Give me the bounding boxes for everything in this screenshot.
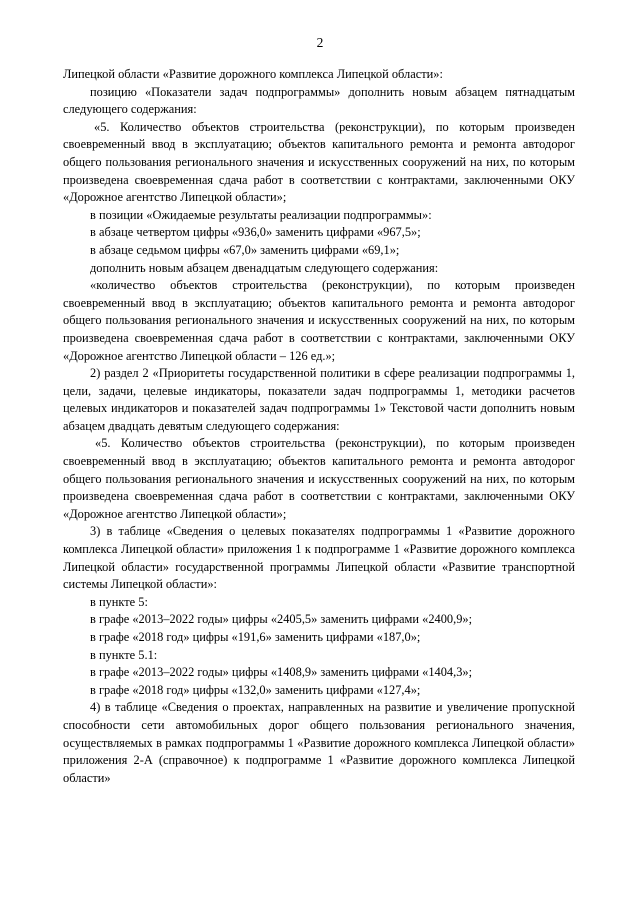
paragraph-add-twelfth: дополнить новым абзацем двенадцатым следующего содержания: (90, 260, 439, 275)
paragraph-seventh-abzac: в абзаце седьмом цифры «67,0» заменить цифрами «69,1»; (90, 242, 400, 257)
page-number: 2 (316, 35, 324, 50)
paragraph-quote-item-5: «5. Количество объектов строительства (реконструкции), по которым произведен своевременный ввод в эксплуатацию; объектов капитального ремонта и ремонта автодорог общего пользования регионального значения и искусственных сооружений на них, по которым произведена своевременная сдача работ в соответствии с контрактами, заключенными ОКУ «Дорожное агентство Липецкой области»; (63, 119, 575, 205)
paragraph-tasks-indicators: позицию «Показатели задач подпрограммы» дополнить новым абзацем пятнадцатым следующего содержания: (63, 84, 575, 117)
paragraph-point-5: в пункте 5: (90, 594, 148, 609)
paragraph-point-5-1-col-2013: в графе «2013–2022 годы» цифры «1408,9» заменить цифрами «1404,3»; (90, 665, 473, 680)
paragraph-section-2: 2) раздел 2 «Приоритеты государственной политики в сфере реализации подпрограммы 1, цели, задачи, целевые индикаторы, показатели задач подпрограммы 1, методики расчетов целевых индикаторов и показателей задач подпрограммы 1» Текстовой части дополнить новым абзацем двадцать девятым следующего содержания: (63, 366, 575, 433)
paragraph-quote-count: «количество объектов строительства (реконструкции), по которым произведен своевременный ввод в эксплуатацию; объектов капитального ремонта и ремонта автодорог общего пользования регионального значения и искусственных сооружений на них, по которым произведена своевременная сдача работ в соответствии с контрактами, заключенными ОКУ «Дорожное агентство Липецкой области – 126 ед.»; (63, 278, 575, 363)
paragraph-continuation: Липецкой области «Развитие дорожного комплекса Липецкой области»: (63, 67, 443, 81)
paragraph-quote-item-5-second: «5. Количество объектов строительства (реконструкции), по которым произведен своевременный ввод в эксплуатацию; объектов капитального ремонта и ремонта автодорог общего пользования регионального значения и искусственных сооружений на них, по которым произведена своевременная сдача работ в соответствии с контрактами, заключенными ОКУ «Дорожное агентство Липецкой области»; (63, 436, 575, 521)
paragraph-point-5-1-col-2018: в графе «2018 год» цифры «132,0» заменить цифрами «127,4»; (90, 682, 421, 697)
paragraph-point-5-col-2013: в графе «2013–2022 годы» цифры «2405,5» заменить цифрами «2400,9»; (90, 612, 473, 627)
paragraph-fourth-abzac: в абзаце четвертом цифры «936,0» заменить цифрами «967,5»; (90, 225, 421, 240)
paragraph-table-projects: 4) в таблице «Сведения о проектах, направленных на развитие и увеличение пропускной способности сети автомобильных дорог общего пользования регионального значения, осуществляемых в рамках подпрограммы 1 «Развитие дорожного комплекса Липецкой области» приложения 2-А (справочное) к подпрограмме 1 «Развитие дорожного комплекса Липецкой области» (63, 700, 575, 785)
paragraph-expected-results: в позиции «Ожидаемые результаты реализации подпрограммы»: (90, 207, 432, 222)
paragraph-point-5-1: в пункте 5.1: (90, 647, 158, 662)
paragraph-table-indicators: 3) в таблице «Сведения о целевых показателях подпрограммы 1 «Развитие дорожного комплекса Липецкой области» приложения 1 к подпрограмме 1 «Развитие дорожного комплекса Липецкой области» государственной программы Липецкой области «Развитие транспортной системы Липецкой области»: (63, 524, 575, 592)
document-body (63, 66, 575, 787)
paragraph-point-5-col-2018: в графе «2018 год» цифры «191,6» заменить цифрами «187,0»; (90, 630, 421, 644)
